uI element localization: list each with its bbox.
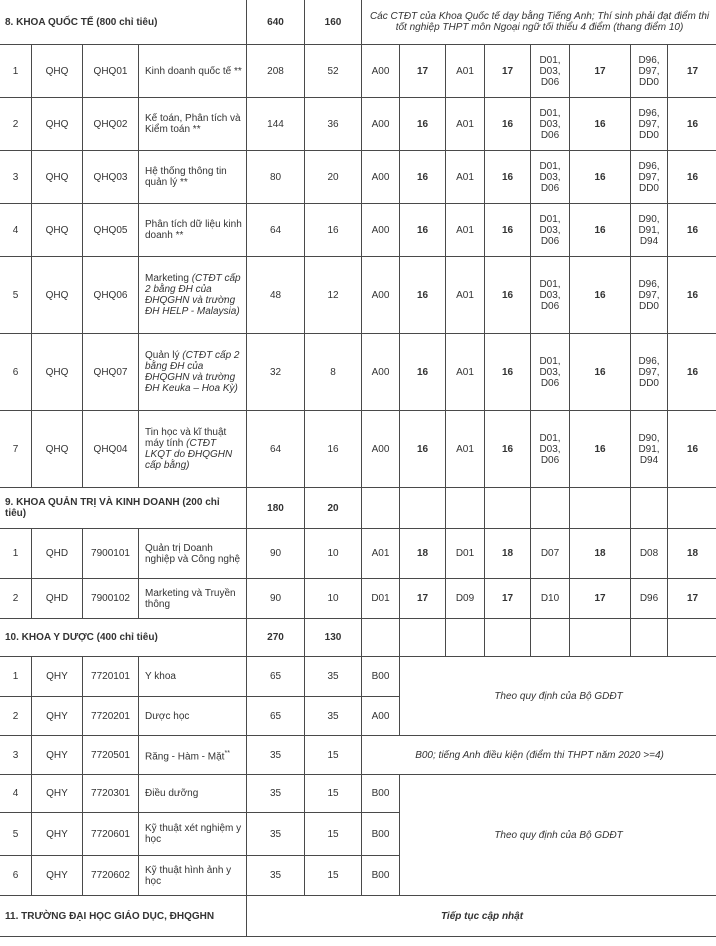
section-note: Tiếp tục cập nhật	[247, 896, 716, 937]
table-row	[0, 736, 716, 775]
score-4: 16	[668, 257, 716, 334]
moet-note: Theo quy định của Bộ GDĐT	[400, 657, 716, 736]
row-program-name: Điều dưỡng	[139, 775, 247, 813]
row-code: QHQ04	[83, 411, 139, 488]
combo-3: D07	[531, 529, 570, 579]
combo-4: D90, D91, D94	[631, 204, 668, 257]
quota-a: 270	[247, 619, 305, 657]
row-stt: 5	[0, 257, 32, 334]
table-row	[0, 411, 716, 488]
empty-cell	[400, 619, 446, 657]
score-2: 16	[485, 257, 531, 334]
combo-3: D01, D03, D06	[531, 151, 570, 204]
score-4: 16	[668, 204, 716, 257]
row-quota-a: 65	[247, 697, 305, 736]
combo-2: A01	[446, 411, 485, 488]
combo-3: D01, D03, D06	[531, 45, 570, 98]
row-quota-a: 64	[247, 204, 305, 257]
row-unit: QHQ	[32, 98, 83, 151]
score-4: 17	[668, 45, 716, 98]
empty-cell	[446, 488, 485, 529]
row-code: QHQ06	[83, 257, 139, 334]
combo-3: D01, D03, D06	[531, 98, 570, 151]
section-title: 9. KHOA QUẢN TRỊ VÀ KINH DOANH (200 chỉ tiêu)	[0, 488, 247, 529]
score-1: 17	[400, 579, 446, 619]
score-1: 16	[400, 257, 446, 334]
row-program-name	[139, 736, 247, 775]
score-3: 16	[570, 334, 631, 411]
row-quota-a: 48	[247, 257, 305, 334]
table-row	[0, 204, 716, 257]
score-3: 18	[570, 529, 631, 579]
score-1: 18	[400, 529, 446, 579]
row-program-name: Kỹ thuật hình ảnh y học	[139, 856, 247, 896]
program-note: (CTĐT cấp 2 bằng ĐH của ĐHQGHN và trường ĐH HELP - Malaysia)	[145, 273, 241, 317]
quota-a: 640	[247, 0, 305, 45]
combo-1: A01	[362, 529, 400, 579]
combo-2: A01	[446, 257, 485, 334]
empty-cell	[570, 619, 631, 657]
score-4: 16	[668, 151, 716, 204]
row-quota-b: 12	[305, 257, 362, 334]
program-note: (CTĐT LKQT do ĐHQGHN cấp bằng)	[145, 438, 233, 471]
combo-3: D01, D03, D06	[531, 334, 570, 411]
score-4: 18	[668, 529, 716, 579]
score-1: 17	[400, 45, 446, 98]
quota-b: 130	[305, 619, 362, 657]
section-title: 11. TRƯỜNG ĐẠI HỌC GIÁO DỤC, ĐHQGHN	[0, 896, 247, 937]
row-quota-b: 10	[305, 579, 362, 619]
combo-4: D96, D97, DD0	[631, 98, 668, 151]
combo-3: D10	[531, 579, 570, 619]
row-program-name	[139, 98, 247, 151]
section-title: 8. KHOA QUỐC TẾ (800 chỉ tiêu)	[0, 0, 247, 45]
row-quota-b: 35	[305, 697, 362, 736]
combo-1: A00	[362, 697, 400, 736]
row-quota-b: 10	[305, 529, 362, 579]
table-row	[0, 775, 716, 813]
quota-a: 180	[247, 488, 305, 529]
combo-1: A00	[362, 411, 400, 488]
combo-2: D01	[446, 529, 485, 579]
row-stt: 4	[0, 204, 32, 257]
row-quota-b: 15	[305, 813, 362, 856]
score-3: 16	[570, 204, 631, 257]
score-4: 16	[668, 411, 716, 488]
row-program-name	[139, 151, 247, 204]
row-quota-b: 52	[305, 45, 362, 98]
combo-2: A01	[446, 45, 485, 98]
score-3: 16	[570, 98, 631, 151]
score-3: 17	[570, 579, 631, 619]
table-row	[0, 657, 716, 697]
combo-3: D01, D03, D06	[531, 411, 570, 488]
table-row	[0, 529, 716, 579]
row-program-name	[139, 411, 247, 488]
score-3: 16	[570, 257, 631, 334]
score-2: 17	[485, 45, 531, 98]
score-3: 16	[570, 151, 631, 204]
empty-cell	[485, 619, 531, 657]
empty-cell	[531, 488, 570, 529]
program-note: (CTĐT cấp 2 bằng ĐH của ĐHQGHN và trường ĐH Keuka – Hoa Kỳ)	[145, 350, 240, 394]
row-quota-a: 80	[247, 151, 305, 204]
score-2: 18	[485, 529, 531, 579]
row-quota-b: 35	[305, 657, 362, 697]
score-2: 16	[485, 98, 531, 151]
row-stt: 1	[0, 45, 32, 98]
combo-1: D01	[362, 579, 400, 619]
table-row	[0, 257, 716, 334]
table-row	[0, 579, 716, 619]
combo-2: A01	[446, 204, 485, 257]
row-unit: QHQ	[32, 411, 83, 488]
table-row	[0, 334, 716, 411]
combo-4: D96, D97, DD0	[631, 334, 668, 411]
row-stt: 4	[0, 775, 32, 813]
row-quota-b: 20	[305, 151, 362, 204]
row-unit: QHY	[32, 736, 83, 775]
row-program-name	[139, 257, 247, 334]
row-code: 7720201	[83, 697, 139, 736]
row-program-name	[139, 334, 247, 411]
program-name: Marketing	[145, 273, 192, 284]
section-header	[0, 896, 716, 937]
program-name: Tin học và kĩ thuật máy tính	[145, 427, 227, 449]
section-header	[0, 619, 716, 657]
combo-1: B00	[362, 813, 400, 856]
combo-2: D09	[446, 579, 485, 619]
row-quota-b: 16	[305, 204, 362, 257]
combo-1: A00	[362, 151, 400, 204]
row-quota-b: 16	[305, 411, 362, 488]
combo-1: B00	[362, 856, 400, 896]
score-1: 16	[400, 334, 446, 411]
row-quota-a: 208	[247, 45, 305, 98]
combo-1: A00	[362, 334, 400, 411]
table-row	[0, 45, 716, 98]
row-code: QHQ02	[83, 98, 139, 151]
empty-cell	[362, 488, 400, 529]
program-name: Răng - Hàm - Mặt	[145, 751, 225, 763]
row-unit: QHY	[32, 775, 83, 813]
row-stt: 2	[0, 98, 32, 151]
row-quota-a: 90	[247, 579, 305, 619]
combo-2: A01	[446, 151, 485, 204]
table-row	[0, 151, 716, 204]
row-quota-a: 144	[247, 98, 305, 151]
empty-cell	[631, 488, 668, 529]
row-code: 7720101	[83, 657, 139, 697]
section-note: Các CTĐT của Khoa Quốc tế dạy bằng Tiếng Anh; Thí sinh phải đạt điểm thi tốt nghiệp THPT môn Ngoại ngữ tối thiểu 4 điểm (thang điểm 10)	[362, 0, 716, 45]
row-unit: QHQ	[32, 45, 83, 98]
row-unit: QHD	[32, 529, 83, 579]
row-program-name: Quản trị Doanh nghiệp và Công nghệ	[139, 529, 247, 579]
score-2: 17	[485, 579, 531, 619]
row-quota-a: 90	[247, 529, 305, 579]
row-program-name: Dược học	[139, 697, 247, 736]
combo-4: D96, D97, DD0	[631, 45, 668, 98]
table-row	[0, 98, 716, 151]
row-stt: 1	[0, 657, 32, 697]
combo-4: D96	[631, 579, 668, 619]
row-code: 7720601	[83, 813, 139, 856]
row-program-name	[139, 45, 247, 98]
row-unit: QHY	[32, 813, 83, 856]
row-quota-a: 65	[247, 657, 305, 697]
row-quota-a: 35	[247, 813, 305, 856]
combo-1: B00	[362, 775, 400, 813]
quota-b: 20	[305, 488, 362, 529]
row-code: 7720602	[83, 856, 139, 896]
combo-4: D96, D97, DD0	[631, 151, 668, 204]
program-name: Phân tích dữ liệu kinh doanh **	[145, 219, 242, 241]
quota-b: 160	[305, 0, 362, 45]
row-program-name: Kỹ thuật xét nghiệm y học	[139, 813, 247, 856]
combo-1: A00	[362, 257, 400, 334]
score-1: 16	[400, 204, 446, 257]
row-stt: 5	[0, 813, 32, 856]
empty-cell	[485, 488, 531, 529]
empty-cell	[668, 619, 716, 657]
program-name: Kinh doanh quốc tế **	[145, 65, 242, 77]
row-program-name: Y khoa	[139, 657, 247, 697]
row-quota-b: 8	[305, 334, 362, 411]
combo-1: A00	[362, 98, 400, 151]
empty-cell	[631, 619, 668, 657]
empty-cell	[668, 488, 716, 529]
row-code: 7900101	[83, 529, 139, 579]
row-quota-a: 32	[247, 334, 305, 411]
score-2: 16	[485, 334, 531, 411]
section-title: 10. KHOA Y DƯỢC (400 chỉ tiêu)	[0, 619, 247, 657]
score-1: 16	[400, 151, 446, 204]
score-2: 16	[485, 204, 531, 257]
empty-cell	[362, 619, 400, 657]
row-unit: QHQ	[32, 204, 83, 257]
combo-4: D96, D97, DD0	[631, 257, 668, 334]
row-unit: QHY	[32, 657, 83, 697]
row-code: QHQ05	[83, 204, 139, 257]
row-stt: 7	[0, 411, 32, 488]
row-unit: QHD	[32, 579, 83, 619]
score-2: 16	[485, 151, 531, 204]
empty-cell	[570, 488, 631, 529]
row-code: QHQ07	[83, 334, 139, 411]
row-quota-b: 15	[305, 736, 362, 775]
row-code: QHQ01	[83, 45, 139, 98]
row-stt: 2	[0, 697, 32, 736]
row-code: 7720301	[83, 775, 139, 813]
row-code: QHQ03	[83, 151, 139, 204]
row-quota-b: 36	[305, 98, 362, 151]
score-3: 17	[570, 45, 631, 98]
rhm-note: B00; tiếng Anh điều kiện (điểm thi THPT năm 2020 >=4)	[362, 736, 716, 775]
score-4: 16	[668, 334, 716, 411]
score-2: 16	[485, 411, 531, 488]
program-name: Kế toán, Phân tích và Kiểm toán **	[145, 113, 241, 135]
row-unit: QHQ	[32, 257, 83, 334]
row-quota-a: 35	[247, 736, 305, 775]
combo-2: A01	[446, 334, 485, 411]
empty-cell	[531, 619, 570, 657]
row-unit: QHQ	[32, 151, 83, 204]
row-program-name	[139, 204, 247, 257]
program-name: Quản lý	[145, 350, 183, 361]
row-stt: 1	[0, 529, 32, 579]
row-stt: 3	[0, 151, 32, 204]
row-stt: 6	[0, 334, 32, 411]
score-1: 16	[400, 98, 446, 151]
empty-cell	[400, 488, 446, 529]
row-unit: QHQ	[32, 334, 83, 411]
empty-cell	[446, 619, 485, 657]
score-1: 16	[400, 411, 446, 488]
combo-3: D01, D03, D06	[531, 257, 570, 334]
program-mark: **	[224, 749, 230, 757]
row-quota-b: 15	[305, 775, 362, 813]
row-quota-a: 35	[247, 856, 305, 896]
row-stt: 3	[0, 736, 32, 775]
combo-1: A00	[362, 45, 400, 98]
combo-1: A00	[362, 204, 400, 257]
section-header	[0, 0, 716, 45]
row-program-name: Marketing và Truyền thông	[139, 579, 247, 619]
combo-2: A01	[446, 98, 485, 151]
row-code: 7900102	[83, 579, 139, 619]
row-stt: 6	[0, 856, 32, 896]
score-4: 17	[668, 579, 716, 619]
section-header	[0, 488, 716, 529]
combo-1: B00	[362, 657, 400, 697]
row-code: 7720501	[83, 736, 139, 775]
score-4: 16	[668, 98, 716, 151]
combo-3: D01, D03, D06	[531, 204, 570, 257]
row-quota-a: 64	[247, 411, 305, 488]
combo-4: D90, D91, D94	[631, 411, 668, 488]
row-quota-b: 15	[305, 856, 362, 896]
row-unit: QHY	[32, 697, 83, 736]
program-name: Hệ thống thông tin quản lý **	[145, 166, 227, 188]
score-3: 16	[570, 411, 631, 488]
moet-note: Theo quy định của Bộ GDĐT	[400, 775, 716, 896]
row-stt: 2	[0, 579, 32, 619]
combo-4: D08	[631, 529, 668, 579]
row-unit: QHY	[32, 856, 83, 896]
row-quota-a: 35	[247, 775, 305, 813]
